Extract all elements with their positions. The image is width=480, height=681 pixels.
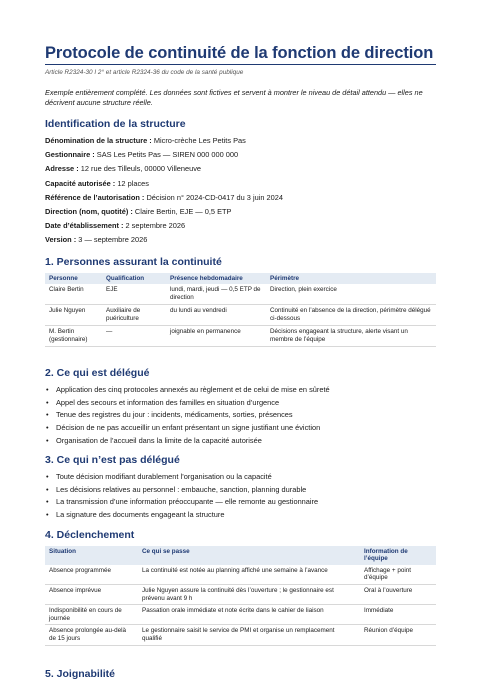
table-cell: Indisponibilité en cours de journée bbox=[45, 605, 138, 625]
delegated-list bbox=[45, 384, 436, 447]
field-date: Date d’établissement : 2 septembre 2026 bbox=[45, 221, 186, 231]
table-cell: Passation orale immédiate et note écrite dans le cahier de liaison bbox=[138, 605, 360, 625]
table-cell: joignable en permanence bbox=[166, 326, 266, 347]
table-header-row bbox=[45, 273, 436, 285]
table-cell: Absence programmée bbox=[45, 565, 138, 585]
list-item: • Organisation de l’accueil dans la limite de la capacité autorisée bbox=[45, 435, 436, 448]
section-4-heading: 4. Déclenchement bbox=[45, 528, 135, 541]
list-item: • Appel des secours et information des familles en situation d’urgence bbox=[45, 397, 436, 410]
section-2-heading: 2. Ce qui est délégué bbox=[45, 367, 150, 380]
column-header: Information de l’équipe bbox=[360, 546, 436, 565]
table-cell: lundi, mardi, jeudi — 0,5 ETP de direction bbox=[166, 284, 266, 305]
list-item: • Les décisions relatives au personnel : embauche, sanction, planning durable bbox=[45, 484, 436, 497]
list-item: • La signature des documents engageant la structure bbox=[45, 509, 436, 522]
field-autorisation: Référence de l’autorisation : Décision n° 2024-CD-0417 du 3 juin 2024 bbox=[45, 192, 283, 202]
title-divider bbox=[45, 64, 436, 65]
table-cell: Absence prolongée au-delà de 15 jours bbox=[45, 625, 138, 645]
field-gestionnaire: Gestionnaire : SAS Les Petits Pas — SIREN 000 000 000 bbox=[45, 150, 239, 160]
table-cell: Direction, plein exercice bbox=[266, 284, 436, 305]
column-header: Personne bbox=[45, 273, 102, 285]
table-cell: EJE bbox=[102, 284, 166, 305]
field-version: Version : 3 — septembre 2026 bbox=[45, 235, 148, 245]
table-cell: Continuité en l’absence de la direction, périmètre délégué ci-dessous bbox=[266, 305, 436, 326]
table-cell: Réunion d’équipe bbox=[360, 625, 436, 645]
table-cell: Julie Nguyen assure la continuité dès l’ouverture ; le gestionnaire est prévenu avant 9 h bbox=[138, 584, 360, 604]
table-row bbox=[45, 605, 436, 625]
field-direction: Direction (nom, quotité) : Claire Bertin, EJE — 0,5 ETP bbox=[45, 207, 232, 217]
table-cell: Décisions engageant la structure, alerte visant un membre de l’équipe bbox=[266, 326, 436, 347]
column-header: Ce qui se passe bbox=[138, 546, 360, 565]
table-row bbox=[45, 305, 436, 326]
table-row bbox=[45, 584, 436, 604]
column-header: Situation bbox=[45, 546, 138, 565]
table-cell: M. Bertin (gestionnaire) bbox=[45, 326, 102, 347]
table-cell: Affichage + point d’équipe bbox=[360, 565, 436, 585]
section-1-heading: 1. Personnes assurant la continuité bbox=[45, 255, 222, 268]
column-header: Qualification bbox=[102, 273, 166, 285]
table-row bbox=[45, 565, 436, 585]
page-title: Protocole de continuité de la fonction de direction bbox=[45, 44, 434, 62]
continuity-table bbox=[45, 273, 436, 348]
list-item: • Décision de ne pas accueillir un enfant présentant un signe justifiant une éviction bbox=[45, 422, 436, 435]
legal-reference: Article R2324-30 I 2° et article R2324-36 du code de la santé publique bbox=[45, 69, 244, 76]
table-cell: Auxiliaire de puériculture bbox=[102, 305, 166, 326]
table-cell: Absence imprévue bbox=[45, 584, 138, 604]
field-adresse: Adresse : 12 rue des Tilleuls, 00000 Villeneuve bbox=[45, 164, 201, 174]
table-cell: Le gestionnaire saisit le service de PMI et organise un remplacement qualifié bbox=[138, 625, 360, 645]
trigger-table bbox=[45, 546, 436, 646]
table-cell: Immédiate bbox=[360, 605, 436, 625]
table-cell: Oral à l’ouverture bbox=[360, 584, 436, 604]
table-cell: Julie Nguyen bbox=[45, 305, 102, 326]
table-row bbox=[45, 284, 436, 305]
list-item: • Tenue des registres du jour : incidents, médicaments, sorties, présences bbox=[45, 409, 436, 422]
table-cell: — bbox=[102, 326, 166, 347]
table-cell: du lundi au vendredi bbox=[166, 305, 266, 326]
list-item: • Application des cinq protocoles annexés au règlement et de celui de mise en sûreté bbox=[45, 384, 436, 397]
section-3-heading: 3. Ce qui n’est pas délégué bbox=[45, 454, 180, 467]
list-item: • Toute décision modifiant durablement l’organisation ou la capacité bbox=[45, 471, 436, 484]
intro-note: Exemple entièrement complété. Les données sont fictives et servent à montrer le niveau de détail attendu — elles ne décrivent aucune structure réelle. bbox=[45, 88, 423, 107]
table-row bbox=[45, 625, 436, 645]
column-header: Présence hebdomadaire bbox=[166, 273, 266, 285]
list-item: • La transmission d’une information préoccupante — elle remonte au gestionnaire bbox=[45, 496, 436, 509]
identification-heading: Identification de la structure bbox=[45, 118, 186, 130]
section-5-heading: 5. Joignabilité bbox=[45, 667, 116, 680]
field-capacite: Capacité autorisée : 12 places bbox=[45, 178, 149, 188]
table-cell: La continuité est notée au planning affiché une semaine à l’avance bbox=[138, 565, 360, 585]
identification-fields bbox=[45, 134, 436, 248]
column-header: Périmètre bbox=[266, 273, 436, 285]
table-row bbox=[45, 326, 436, 347]
table-cell: Claire Bertin bbox=[45, 284, 102, 305]
not-delegated-list bbox=[45, 471, 436, 521]
table-header-row bbox=[45, 546, 436, 565]
field-denomination: Dénomination de la structure : Micro-crèche Les Petits Pas bbox=[45, 136, 246, 145]
